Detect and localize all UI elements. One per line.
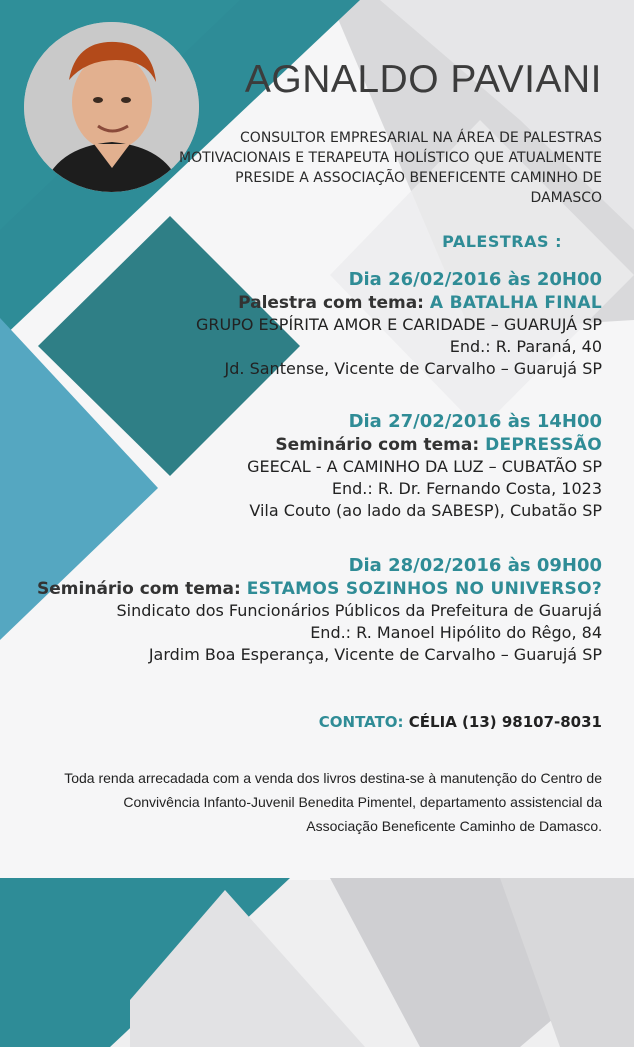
event-1-venue: GRUPO ESPÍRITA AMOR E CARIDADE – GUARUJÁ SP [195,315,602,334]
event-2-address: End.: R. Dr. Fernando Costa, 1023 [331,479,602,498]
contact-value: CÉLIA (13) 98107-8031 [408,713,602,731]
event-3-district: Jardim Boa Esperança, Vicente de Carvalho – Guarujá SP [148,645,602,664]
event-3-theme-prefix: Seminário com tema: [37,579,241,599]
speaker-bio: CONSULTOR EMPRESARIAL NA ÁREA DE PALESTRAS MOTIVACIONAIS E TERAPEUTA HOLÍSTICO QUE ATUALMENTE PRESIDE A ASSOCIAÇÃO BENEFICENTE CAMINHO DE DAMASCO [178,130,602,206]
footer-note [2,766,602,838]
event-1-address: End.: R. Paraná, 40 [449,337,602,356]
event-3-venue: Sindicato dos Funcionários Públicos da Prefeitura de Guarujá [116,601,602,620]
palestras-label: PALESTRAS : [442,232,562,251]
event-2-venue: GEECAL - A CAMINHO DA LUZ – CUBATÃO SP [247,457,602,476]
event-2 [247,410,602,522]
footer-note-line-1: Toda renda arrecadada com a venda dos livros destina-se à manutenção do Centro de [64,770,602,786]
event-2-theme-value: DEPRESSÃO [485,435,602,455]
footer-note-line-3: Associação Beneficente Caminho de Damasco. [306,818,602,834]
event-2-theme-prefix: Seminário com tema: [275,435,480,455]
event-2-theme [247,434,602,456]
contact [319,713,602,731]
contact-label: CONTATO: [318,713,404,731]
event-1 [196,268,602,380]
event-3 [37,554,602,666]
footer-note-line-2: Convivência Infanto-Juvenil Benedita Pimentel, departamento assistencial da [123,794,602,810]
event-3-theme-value: ESTAMOS SOZINHOS NO UNIVERSO? [246,579,602,599]
event-1-district: Jd. Santense, Vicente de Carvalho – Guarujá SP [224,359,602,378]
event-1-theme [196,292,602,314]
event-2-district: Vila Couto (ao lado da SABESP), Cubatão SP [249,501,602,520]
event-1-theme-prefix: Palestra com tema: [238,293,424,313]
event-3-date: Dia 28/02/2016 às 09H00 [348,555,602,576]
speaker-name: AGNALDO PAVIANI [244,58,602,101]
event-3-address: End.: R. Manoel Hipólito do Rêgo, 84 [310,623,602,642]
event-1-date: Dia 26/02/2016 às 20H00 [348,269,602,290]
event-1-theme-value: A BATALHA FINAL [429,293,602,313]
event-3-theme [37,578,602,600]
event-2-date: Dia 27/02/2016 às 14H00 [348,411,602,432]
